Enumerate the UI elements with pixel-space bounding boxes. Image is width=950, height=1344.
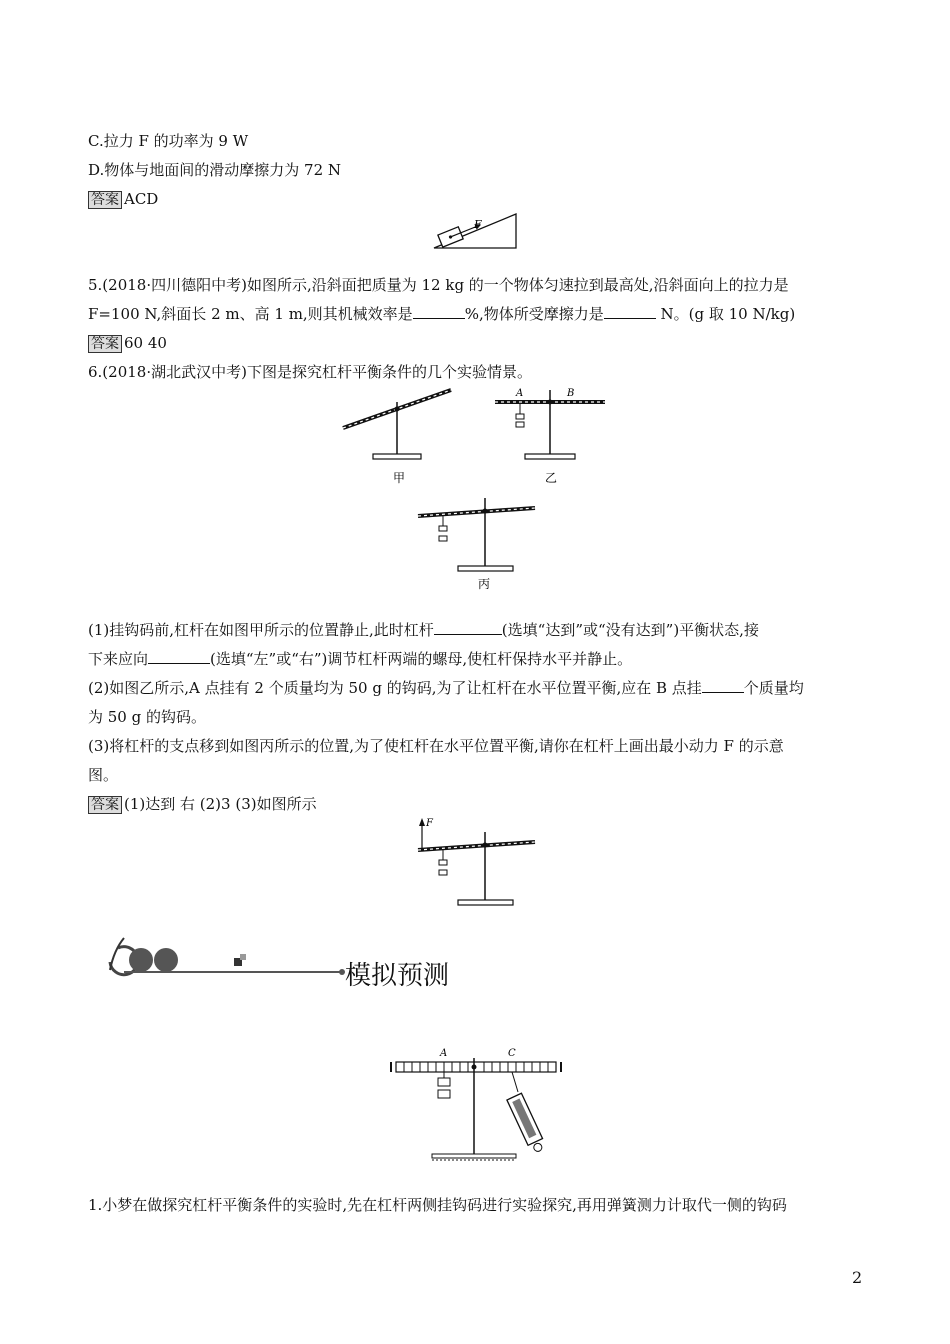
label-jia: 甲	[393, 471, 406, 485]
answer-tag: 答案	[88, 796, 122, 814]
answer-4	[88, 189, 158, 209]
question-6-3-line-1: (3)将杠杆的支点移到如图丙所示的位置,为了使杠杆在水平位置平衡,请你在杠杆上画出最小动力 F 的示意	[88, 737, 784, 755]
incline-figure	[430, 210, 522, 252]
answer-text: ACD	[124, 190, 159, 208]
answer-text: (1)达到 右 (2)3 (3)如图所示	[124, 795, 317, 813]
force-label: F	[474, 218, 482, 231]
section-title: 模拟预测	[345, 961, 450, 991]
question-6: 6.(2018·湖北武汉中考)下图是探究杠杆平衡条件的几个实验情景。	[88, 363, 532, 381]
lever-figure-bing	[410, 492, 550, 592]
answer-text: 60 40	[124, 334, 167, 352]
answer-5	[88, 333, 167, 353]
option-c: C.拉力 F 的功率为 9 W	[88, 132, 249, 150]
label-point-b: B	[567, 388, 575, 399]
question-6-1-line-1: (1)挂钩码前,杠杆在如图甲所示的位置静止,此时杠杆 (选填“达到”或“没有达到”)平衡状态,接	[88, 621, 759, 639]
lever-spring-scale-figure	[388, 1042, 563, 1167]
option-d: D.物体与地面间的滑动摩擦力为 72 N	[88, 161, 342, 179]
answer-lever-figure	[410, 812, 550, 912]
label-yi: 乙	[545, 471, 558, 485]
page-number: 2	[852, 1268, 863, 1287]
question-5-line-1: 5.(2018·四川德阳中考)如图所示,沿斜面把质量为 12 kg 的一个物体匀速拉到最高处,沿斜面向上的拉力是	[88, 276, 789, 294]
question-6-3-line-2: 图。	[88, 766, 119, 784]
label-c: C	[508, 1048, 516, 1059]
question-6-2-line-1: (2)如图乙所示,A 点挂有 2 个质量均为 50 g 的钩码,为了让杠杆在水平位置平衡,应在 B 点挂 个质量均	[88, 679, 804, 697]
label-point-a: A	[516, 388, 524, 399]
label-a: A	[440, 1048, 448, 1059]
question-6-2-line-2: 为 50 g 的钩码。	[88, 708, 206, 726]
answer-force-label: F	[426, 818, 433, 829]
lever-figures-jia-yi	[335, 380, 620, 490]
question-5-line-2: F=100 N,斜面长 2 m、高 1 m,则其机械效率是 %,物体所受摩擦力是 N。(g 取 10 N/kg)	[88, 305, 796, 323]
answer-tag: 答案	[88, 335, 122, 353]
label-bing: 丙	[478, 577, 491, 591]
answer-6	[88, 794, 317, 814]
question-1: 1.小梦在做探究杠杆平衡条件的实验时,先在杠杆两侧挂钩码进行实验探究,再用弹簧测力计取代一侧的钩码	[88, 1196, 787, 1214]
answer-tag: 答案	[88, 191, 122, 209]
question-6-1-line-2: 下来应向 (选填“左”或“右”)调节杠杆两端的螺母,使杠杆保持水平并静止。	[88, 650, 633, 668]
